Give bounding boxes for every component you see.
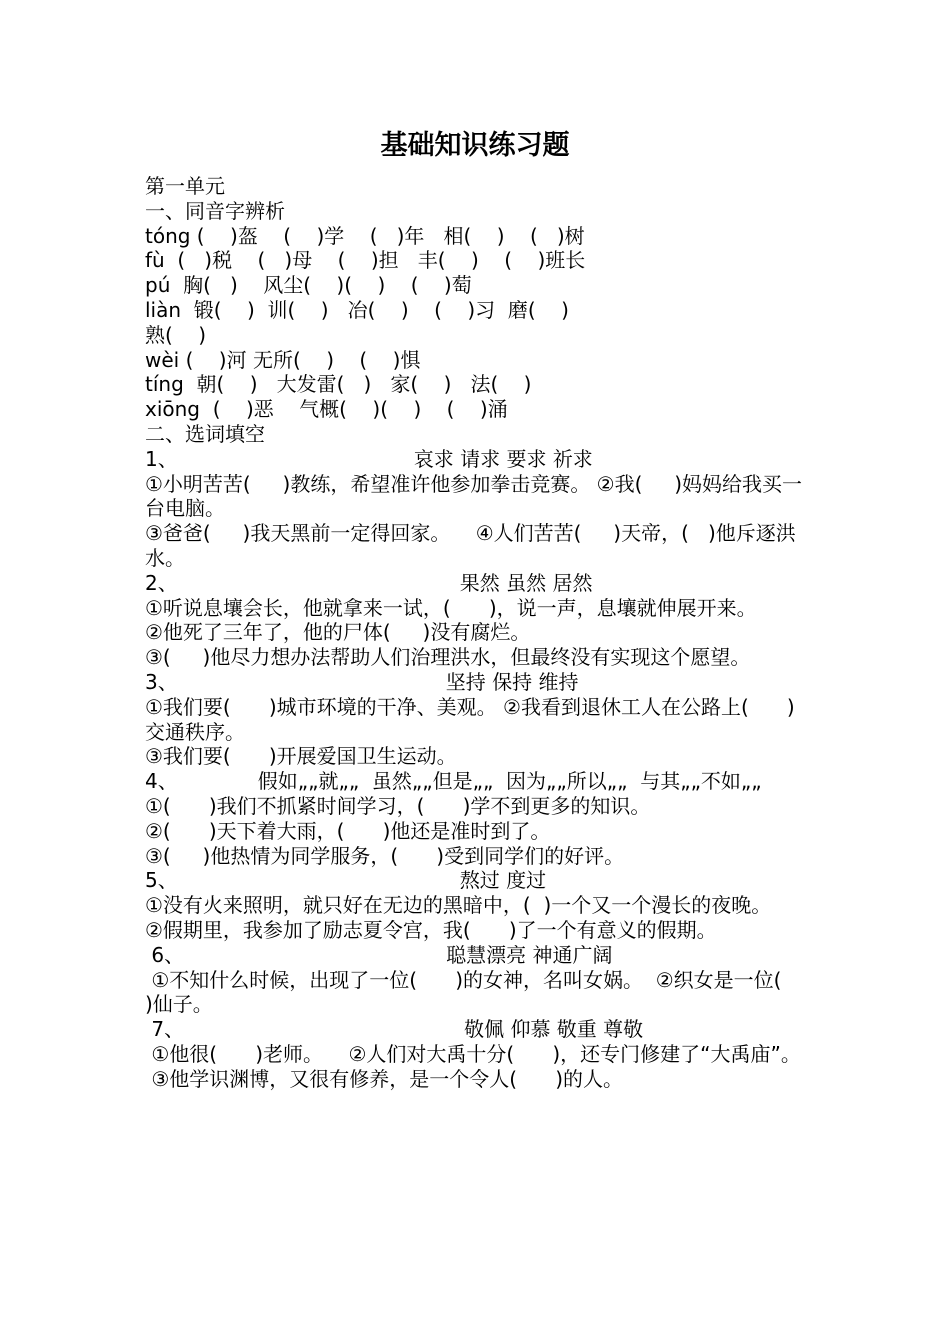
question-group-header	[145, 571, 810, 596]
document-title: 基础知识练习题	[380, 130, 570, 161]
question-group-header	[145, 868, 810, 893]
question-number: 1、	[145, 446, 178, 471]
question-item: ①小明苦苦( )教练，希望准许他参加拳击竞赛。 ②我( )妈妈给我买一台电脑。	[145, 471, 803, 521]
question-item: ①没有火来照明，就只好在无边的黑暗中，( )一个又一个漫长的夜晚。	[145, 893, 772, 918]
word-choices: 果然 虽然 居然	[459, 570, 593, 595]
homophone-line: tóng ( )盔 ( )学 ( )年 相( ) ( )树	[145, 223, 585, 248]
question-number: 7、	[145, 1017, 185, 1042]
question-group-header	[145, 1017, 810, 1042]
question-item: ②( )天下着大雨，( )他还是准时到了。	[145, 818, 551, 843]
question-number: 5、	[145, 868, 178, 893]
question-number: 6、	[145, 942, 185, 967]
homophone-line: liàn 锻( ) 训( ) 冶( ) ( )习 磨( )	[145, 297, 569, 322]
question-item: ②他死了三年了，他的尸体( )没有腐烂。	[145, 620, 531, 645]
question-item: ①不知什么时候，出现了一位( )的女神，名叫女娲。 ②织女是一位( )仙子。	[145, 967, 820, 1017]
question-item: ①听说息壤会长，他就拿来一试，( )，说一声，息壤就伸展开来。	[145, 595, 757, 620]
section2-heading: 二、选词填空	[145, 421, 265, 446]
homophone-line: tíng 朝( ) 大发雷( ) 家( ) 法( )	[145, 372, 532, 397]
homophone-line: wèi ( )河 无所( ) ( )惧	[145, 347, 421, 372]
word-choices: 假如„„就„„ 虽然„„但是„„ 因为„„所以„„ 与其„„不如„„	[257, 769, 762, 794]
question-group-header	[145, 670, 810, 695]
homophone-line: fù ( )税 ( )母 ( )担 丰( ) ( )班长	[145, 248, 586, 273]
question-item: ③他学识渊博，又很有修养，是一个令人( )的人。	[145, 1066, 624, 1091]
question-item: ③( )他尽力想办法帮助人们治理洪水，但最终没有实现这个愿望。	[145, 645, 751, 670]
question-item: ①( )我们不抓紧时间学习，( )学不到更多的知识。	[145, 793, 651, 818]
word-choices: 聪慧漂亮 神通广阔	[446, 942, 613, 967]
homophone-line: 熟( )	[145, 322, 207, 347]
word-choices: 哀求 请求 要求 祈求	[413, 446, 593, 471]
question-item: ③我们要( )开展爱国卫生运动。	[145, 744, 457, 769]
question-number: 4、	[145, 769, 178, 794]
question-number: 2、	[145, 570, 178, 595]
question-number: 3、	[145, 669, 178, 694]
question-item: ①我们要( )城市环境的干净、美观。 ②我看到退休工人在公路上( )交通秩序。	[145, 694, 795, 744]
question-group-header	[145, 769, 810, 794]
question-item: ③爸爸( )我天黑前一定得回家。 ④人们苦苦( )天帝，( )他斥逐洪水。	[145, 521, 796, 570]
homophone-line: xiōng ( )恶 气概( )( ) ( )涌	[145, 397, 508, 422]
homophone-line: pú 胸( ) 风尘( )( ) ( )萄	[145, 273, 472, 298]
section1-heading: 一、同音字辨析	[145, 198, 285, 223]
question-item: ①他很( )老师。 ②人们对大禹十分( )，还专门修建了“大禹庙”。	[145, 1041, 801, 1066]
question-item: ②假期里，我参加了励志夏令宫，我( )了一个有意义的假期。	[145, 917, 717, 942]
document-body	[145, 174, 820, 1091]
question-group-header	[145, 943, 810, 968]
unit-heading: 第一单元	[145, 174, 225, 198]
word-choices: 敬佩 仰慕 敬重 尊敬	[464, 1017, 644, 1042]
question-group-header	[145, 447, 810, 472]
word-choices: 坚持 保持 维持	[445, 669, 579, 694]
question-item: ③( )他热情为同学服务，( )受到同学们的好评。	[145, 843, 625, 868]
word-choices: 熬过 度过	[459, 868, 547, 893]
